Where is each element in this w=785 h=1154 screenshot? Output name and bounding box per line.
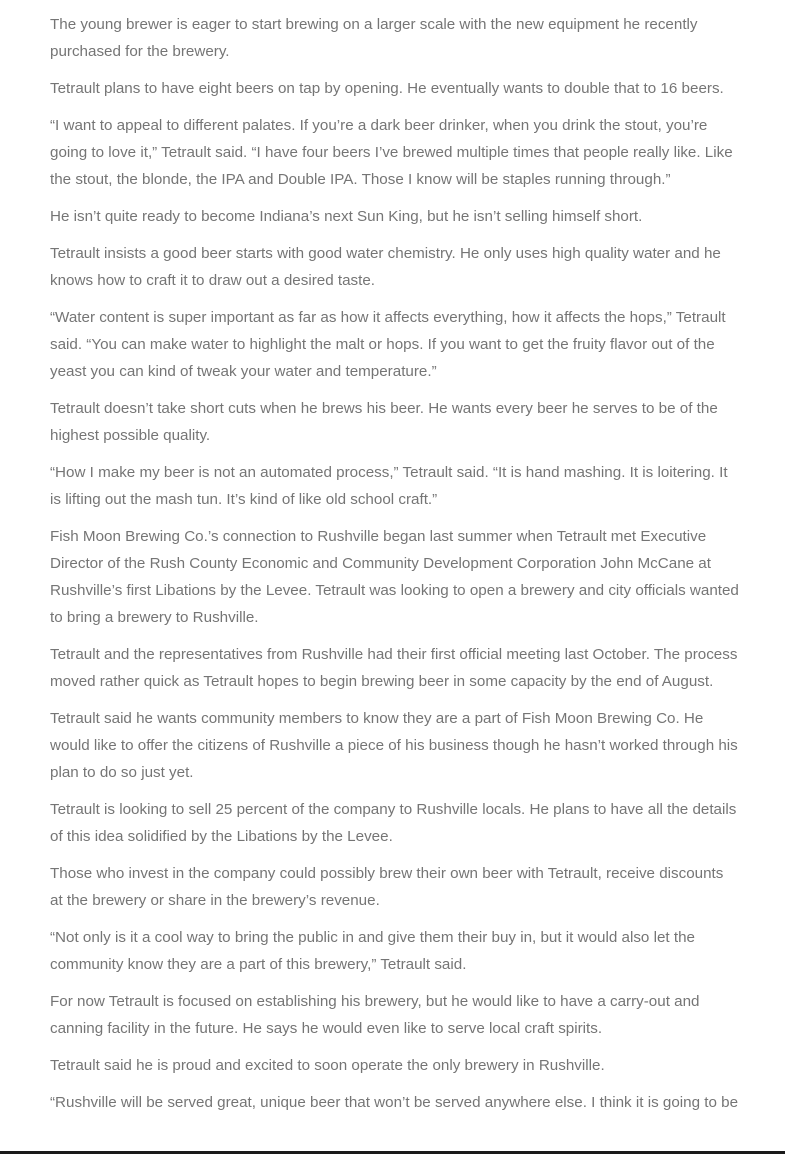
- article-paragraph: Those who invest in the company could possibly brew their own beer with Tetrault, receive discounts at the brewery or share in the brewery’s revenue.: [50, 865, 724, 909]
- article-paragraph: Tetrault and the representatives from Rushville had their first official meeting last October. The process moved rather quick as Tetrault hopes to begin brewing beer in some capacity by the end of August.: [50, 646, 738, 690]
- article-paragraph: “Rushville will be served great, unique beer that won’t be served anywhere else. I think it is going to be: [50, 1094, 739, 1111]
- article-paragraph: “How I make my beer is not an automated process,” Tetrault said. “It is hand mashing. It is loitering. It is lifting out the mash tun. It’s kind of like old school craft.”: [50, 464, 728, 508]
- article-paragraph: Fish Moon Brewing Co.’s connection to Rushville began last summer when Tetrault met Executive Director of the Rush County Economic and Community Development Corporation John McCane at Rushville’s first Libations by the Levee. Tetrault was looking to open a brewery and city officials wanted to bring a brewery to Rushville.: [50, 528, 739, 626]
- article-paragraph: “Water content is super important as far as how it affects everything, how it affects the hops,” Tetrault said. “You can make water to highlight the malt or hops. If you want to get the fruity flavor out of the yeast you can kind of tweak your water and temperature.”: [50, 309, 726, 380]
- article-paragraph: He isn’t quite ready to become Indiana’s next Sun King, but he isn’t selling himself short.: [50, 208, 643, 225]
- article-paragraph: Tetrault said he wants community members to know they are a part of Fish Moon Brewing Co. He would like to offer the citizens of Rushville a piece of his business though he hasn’t worked through his plan to do so just yet.: [50, 710, 738, 781]
- article-paragraph: “I want to appeal to different palates. If you’re a dark beer drinker, when you drink the stout, you’re going to love it,” Tetrault said. “I have four beers I’ve brewed multiple times that people really like. Like the stout, the blonde, the IPA and Double IPA. Those I know will be staples running through.”: [50, 117, 733, 188]
- article-paragraph: Tetrault is looking to sell 25 percent of the company to Rushville locals. He plans to have all the details of this idea solidified by the Libations by the Levee.: [50, 801, 737, 845]
- article-paragraph: Tetrault plans to have eight beers on tap by opening. He eventually wants to double that to 16 beers.: [50, 80, 724, 97]
- article-paragraph: Tetrault insists a good beer starts with good water chemistry. He only uses high quality water and he knows how to craft it to draw out a desired taste.: [50, 245, 721, 289]
- article-paragraph: For now Tetrault is focused on establishing his brewery, but he would like to have a carry-out and canning facility in the future. He says he would even like to serve local craft spirits.: [50, 993, 700, 1037]
- article-paragraph: The young brewer is eager to start brewing on a larger scale with the new equipment he recently purchased for the brewery.: [50, 16, 698, 60]
- article-paragraph: “Not only is it a cool way to bring the public in and give them their buy in, but it would also let the community know they are a part of this brewery,” Tetrault said.: [50, 929, 695, 973]
- article-paragraph: Tetrault said he is proud and excited to soon operate the only brewery in Rushville.: [50, 1057, 605, 1074]
- article-body: [50, 11, 740, 1126]
- article-paragraph: Tetrault doesn’t take short cuts when he brews his beer. He wants every beer he serves to be of the highest possible quality.: [50, 400, 718, 444]
